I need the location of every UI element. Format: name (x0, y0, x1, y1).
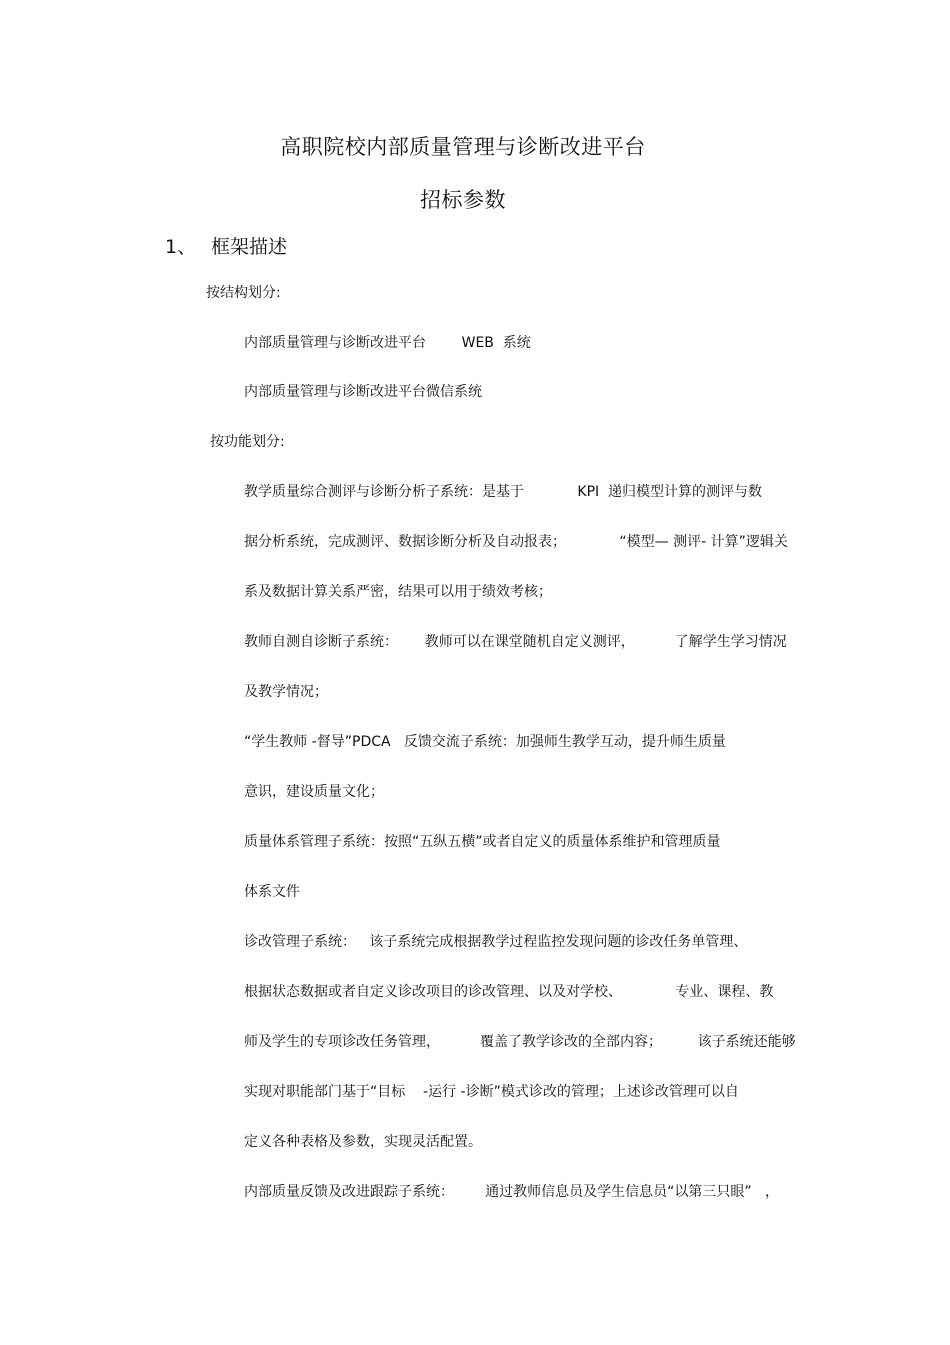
body-line: 据分析系统，完成测评、数据诊断分析及自动报表； “模型— 测评- 计算”逻辑关 (244, 534, 788, 550)
structure-item: 内部质量管理与诊断改进平台微信系统 (244, 384, 482, 400)
body-line: 质量体系管理子系统：按照“五纵五横”或者自定义的质量体系维护和管理质量 (244, 834, 721, 850)
document-subtitle: 招标参数 (420, 188, 506, 212)
section-number: 1、 (165, 236, 197, 258)
structure-item: 内部质量管理与诊断改进平台 WEB 系统 (244, 335, 531, 351)
body-line: 定义各种表格及参数，实现灵活配置。 (244, 1134, 482, 1150)
body-line: 实现对职能部门基于“目标 -运行 -诊断”模式诊改的管理；上述诊改管理可以自 (244, 1084, 739, 1100)
body-line: 内部质量反馈及改进跟踪子系统： 通过教师信息员及学生信息员“以第三只眼” ， (244, 1184, 780, 1200)
section-title: 框架描述 (211, 236, 288, 258)
body-line: 意识，建设质量文化； (244, 784, 384, 800)
body-line: 教学质量综合测评与诊断分析子系统：是基于 KPI 递归模型计算的测评与数 (244, 484, 763, 500)
body-line: 系及数据计算关系严密，结果可以用于绩效考核； (244, 584, 552, 600)
body-line: 师及学生的专项诊改任务管理， 覆盖了教学诊改的全部内容； 该子系统还能够 (244, 1034, 796, 1050)
body-line: “学生教师 -督导”PDCA 反馈交流子系统：加强师生教学互动，提升师生质量 (244, 734, 726, 750)
body-line: 教师自测自诊断子系统： 教师可以在课堂随机自定义测评， 了解学生学习情况 (244, 634, 787, 650)
body-line: 及教学情况； (244, 684, 328, 700)
body-line: 诊改管理子系统： 该子系统完成根据教学过程监控发现问题的诊改任务单管理、 (244, 934, 748, 950)
body-line: 根据状态数据或者自定义诊改项目的诊改管理、以及对学校、 专业、课程、教 (244, 984, 774, 1000)
by-function-label: 按功能划分: (210, 434, 285, 450)
by-structure-label: 按结构划分: (206, 285, 281, 301)
document-title: 高职院校内部质量管理与诊断改进平台 (280, 135, 646, 159)
section-heading (165, 232, 287, 259)
body-line: 体系文件 (244, 884, 300, 900)
